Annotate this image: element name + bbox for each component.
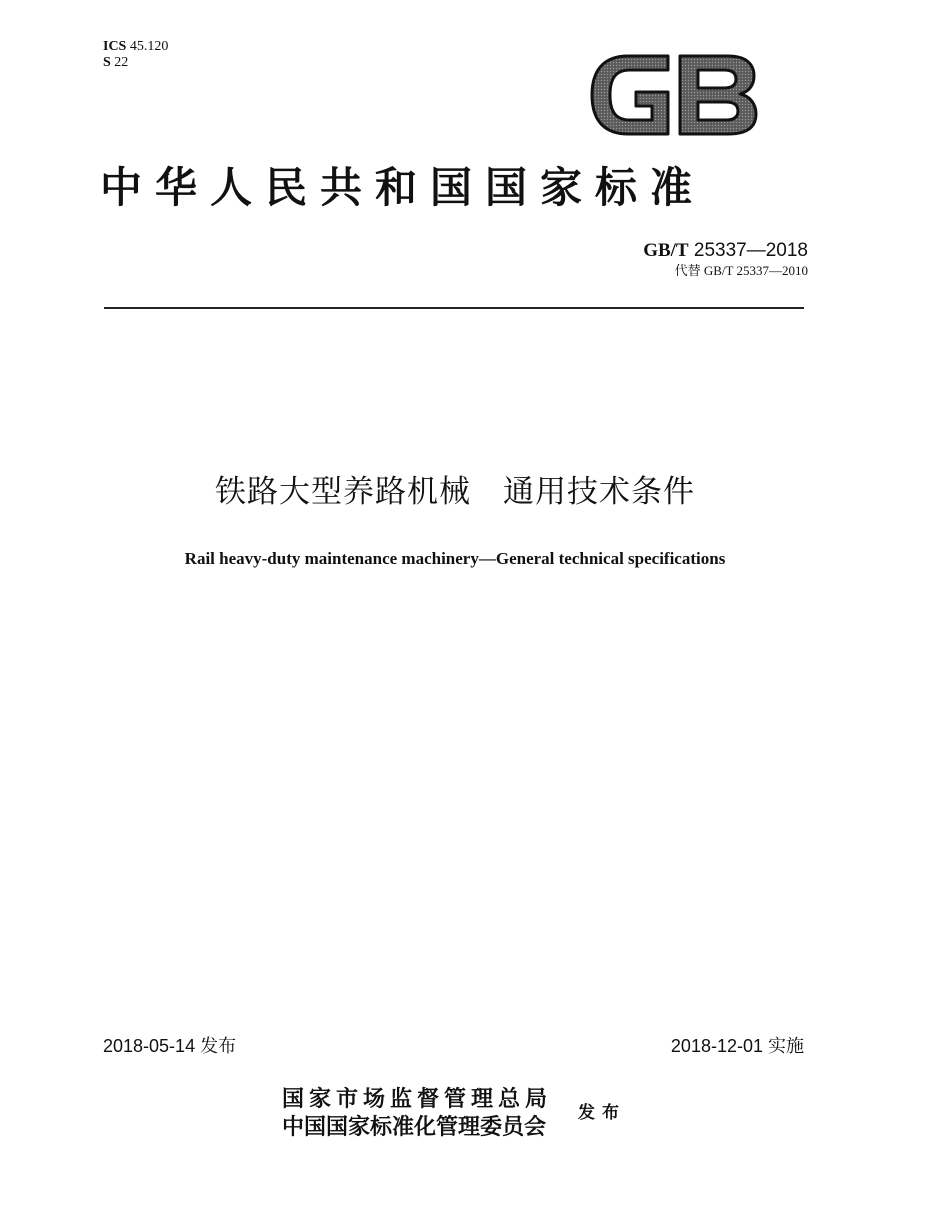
ccs-value: 22: [114, 55, 129, 70]
standard-number: [643, 240, 808, 262]
standard-code: 25337—2018: [693, 240, 808, 261]
publisher-samr: 国家市场监督管理总局: [282, 1086, 553, 1112]
publish-label: 发布: [578, 1103, 626, 1123]
document-title-cn: 铁路大型养路机械 通用技术条件: [215, 474, 695, 510]
standard-prefix: GB/T: [643, 240, 689, 261]
header-divider: [104, 307, 804, 309]
publishers: [282, 1085, 552, 1141]
ics-code: [103, 39, 168, 55]
publisher-sac: 中国国家标准化管理委员会: [282, 1114, 547, 1140]
replaces-standard: 代替 GB/T 25337—2010: [674, 263, 808, 278]
gb-logo-g: [592, 56, 668, 134]
gb-logo: [588, 52, 760, 138]
standard-number-block: [643, 240, 808, 279]
classification-codes: [103, 39, 168, 71]
issue-date: 2018-05-14 发布: [103, 1036, 237, 1056]
national-standard-title: 中华人民共和国国家标准: [100, 163, 706, 212]
ics-value: 45.120: [129, 39, 169, 54]
ccs-label: S: [103, 55, 111, 70]
ics-label: ICS: [103, 39, 127, 54]
gb-logo-b: [680, 56, 756, 134]
implementation-date: 2018-12-01 实施: [670, 1036, 804, 1056]
document-title-en: Rail heavy-duty maintenance machinery—General technical specifications: [184, 549, 726, 568]
ccs-code: [103, 55, 168, 71]
